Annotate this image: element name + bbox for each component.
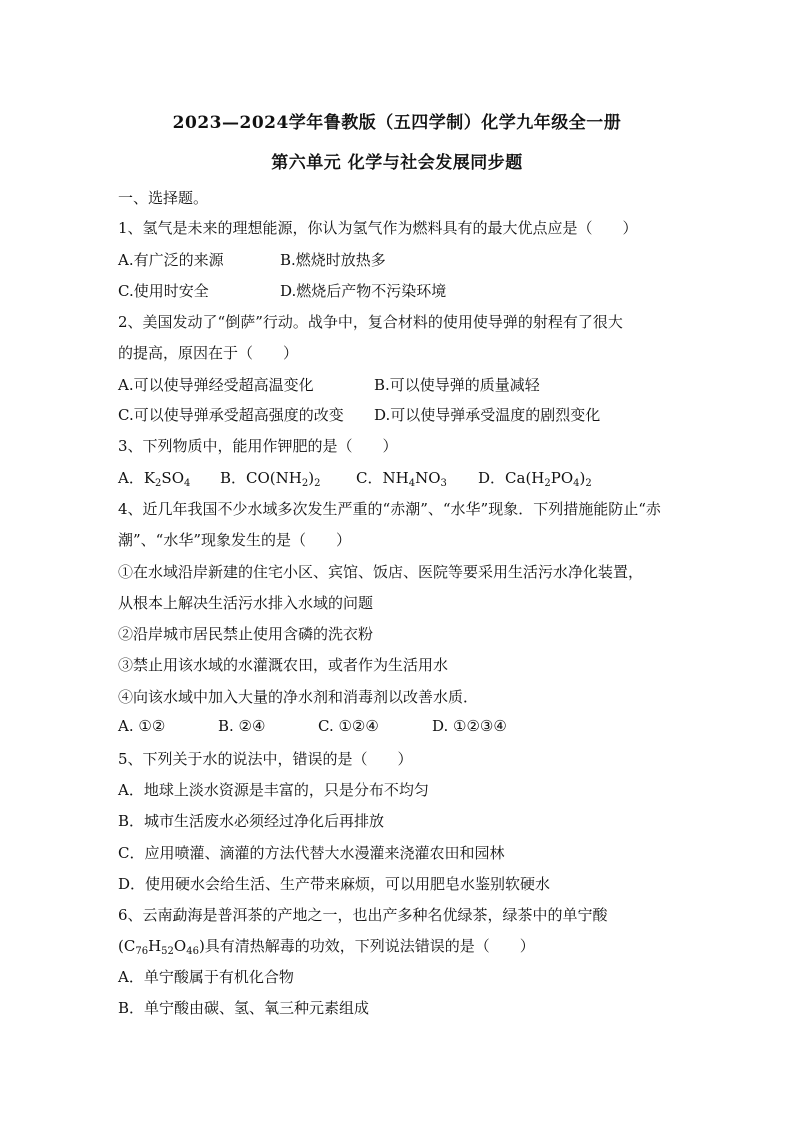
section-heading: 一、选择题。 — [118, 189, 209, 207]
q2-stem-line1: 2、美国发动了“倒萨”行动。战争中，复合材料的使用使导弹的射程有了很大 — [118, 313, 623, 331]
q5-option-b: B．城市生活废水必须经过净化后再排放 — [118, 812, 385, 830]
q5-option-c: C．应用喷灌、滴灌的方法代替大水漫灌来浇灌农田和园林 — [118, 844, 505, 862]
q3-option-a: A．$K_2SO_4$ — [118, 469, 191, 489]
q5-option-a: A．地球上淡水资源是丰富的，只是分布不均匀 — [118, 781, 429, 799]
q5-option-d: D．使用硬水会给生活、生产带来麻烦，可以用肥皂水鉴别软硬水 — [118, 875, 551, 893]
q1-option-c: C.使用时安全 — [118, 282, 209, 300]
q4-stem-line1: 4、近几年我国不少水域多次发生严重的“赤潮”、“水华”现象．下列措施能防止“赤 — [118, 500, 661, 518]
q6-option-a: A．单宁酸属于有机化合物 — [118, 968, 294, 986]
q6-stem-line1: 6、云南勐海是普洱茶的产地之一，也出产多种名优绿茶，绿茶中的单宁酸 — [118, 906, 608, 924]
q4-item-1-line2: 从根本上解决生活污水排入水域的问题 — [118, 594, 374, 612]
q2-option-c: C.可以使导弹承受超高强度的改变 — [118, 406, 344, 424]
q2-option-b: B.可以使导弹的质量减轻 — [374, 376, 540, 394]
page-title: 2023—2024学年鲁教版（五四学制）化学九年级全一册 — [172, 113, 622, 133]
q4-item-1-line1: ①在水域沿岸新建的住宅小区、宾馆、饭店、医院等要采用生活污水净化装置， — [118, 563, 644, 581]
q3-stem: 3、下列物质中，能用作钾肥的是（ ） — [118, 437, 398, 455]
q3-option-b: B．$CO(NH_2)_2$ — [220, 469, 321, 489]
q4-option-b: B. ②④ — [218, 717, 266, 735]
q2-stem-line2: 的提高，原因在于（ ） — [118, 344, 299, 362]
page-subtitle: 第六单元 化学与社会发展同步题 — [271, 153, 523, 173]
q4-option-d: D. ①②③④ — [432, 717, 507, 735]
q4-option-a: A. ①② — [118, 717, 166, 735]
q3-option-c: C．$NH_4NO_3$ — [356, 469, 447, 489]
q4-stem-line2: 潮”、“水华”现象发生的是（ ） — [118, 531, 352, 549]
q4-item-2: ②沿岸城市居民禁止使用含磷的洗衣粉 — [118, 625, 374, 643]
q4-item-3: ③禁止用该水域的水灌溉农田，或者作为生活用水 — [118, 656, 449, 674]
q1-option-d: D.燃烧后产物不污染环境 — [280, 282, 447, 300]
q4-item-4: ④向该水域中加入大量的净水剂和消毒剂以改善水质． — [118, 688, 479, 706]
q4-option-c: C. ①②④ — [318, 717, 379, 735]
q5-stem: 5、下列关于水的说法中，错误的是（ ） — [118, 750, 413, 768]
q2-option-d: D.可以使导弹承受温度的剧烈变化 — [374, 406, 601, 424]
q2-option-a: A.可以使导弹经受超高温变化 — [118, 376, 314, 394]
q1-stem: 1、氢气是未来的理想能源，你认为氢气作为燃料具有的最大优点应是（ ） — [118, 219, 638, 237]
q1-option-b: B.燃烧时放热多 — [280, 251, 386, 269]
q1-option-a: A.有广泛的来源 — [118, 251, 224, 269]
q3-option-d: D．$Ca(H_2PO_4)_2$ — [478, 469, 592, 489]
q6-option-b: B．单宁酸由碳、氢、氧三种元素组成 — [118, 999, 370, 1017]
q6-stem-line2: $(C_{76}H_{52}O_{46})$具有清热解毒的功效，下列说法错误的是（ ） — [118, 937, 535, 957]
